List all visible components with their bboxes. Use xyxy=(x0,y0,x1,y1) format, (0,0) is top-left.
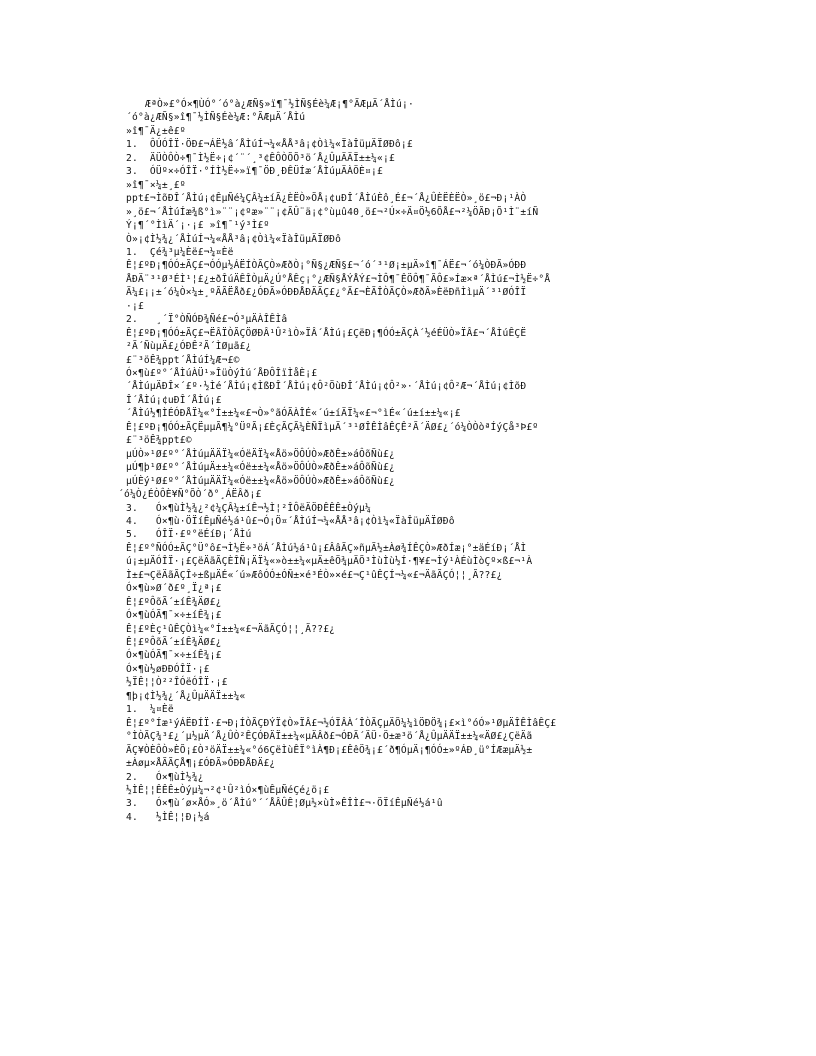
text-line: Ó×¶ùÓÃ¶¯×÷±íÊ¾¡£ xyxy=(126,610,222,622)
text-line: Ê¦£ºÐ¡¶ÓÓ±ÃÇ£¬ÓÓµ½ÁËÍÒÃÇÒ»ÆðÒ¡°Ñ§¿ÆÑ§£¬´ó´³¹Ø¡±µÄ»î¶¯ÁË£¬´ó¼ÒÐÃ»ÓÐÐ xyxy=(126,260,527,272)
text-line: Ó×¶ù»Ø´ð£º¸Ï¿ª¡£ xyxy=(126,583,222,595)
text-line: Î´ÅÌú¡¢uÐÎ´ÅÌú¡£ xyxy=(126,394,222,406)
text-line: 4. Ó×¶ù·ÖÏíÊµÑé½á¹û£¬Ó¡Ö¤´ÅÌúÍ¬¼«ÅÅ³â¡¢Òì¼«ÏàÎüµÄÏØÐô xyxy=(126,515,455,527)
text-line: 1. Çé¾³µ¼Èë£¬¼¤Èë xyxy=(126,246,234,258)
text-line: Ê¦£º°ÑÓÓ±ÃÇ°Ü°ô£¬Ì½Ë÷³öÁ´ÅÌú½á¹û¡£ÂâÃÇ»ñµÃ½±Àø¾ÍÊÇÒ»ÆðÍæ¡°±äÉíÐ¡´ÅÌ xyxy=(126,542,527,554)
text-line: 1. ¼¤Èë xyxy=(126,704,174,716)
text-line: »¸ö£¬´ÅÌúÍæ¾ß°ì»¨¨¡¢ºæ»¨¨¡¢ÃÛ¨ä¡¢°ùµû40¸ö£¬²Ú×÷Ä¤Ö½6ÕÅ£¬²¼ÖÃÐ¡Õ¹Ì¨±íÑ xyxy=(126,206,539,218)
text-line: µÚÈý¹Ø£º°´ÅÌúµÄÄÏ¼«Óë±±¼«Åö»ÖÔÚÒ»ÆðÊ±»áÔõÑù£¿ xyxy=(126,475,395,487)
text-line: Ê¦£ºÈç¹ûÊÇÒì¼«°Í±±¼«£¬ÄãÃÇÓ¦¦¸Ã??£¿ xyxy=(126,623,336,635)
text-line: 3. Ó×¶ùÌ½¾¿²¢¼ÇÂ¼±íÊ¬½Ì¦²ÎÔëÄÖÐÊÊÊ±Òýµ¼ xyxy=(126,502,372,514)
text-line: Ê¦£ºÐ¡¶ÓÓ±ÃÇËµµÃ¶¼°ÜºÃ¡£ÈçÃÇÃ¼ÈÑÏìµÄ´³¹ØÎÊÌâÊÇÊ²Ã´ÄØ£¿´ó¼ÒÒòªÍýÇå³Þ£º xyxy=(126,421,539,433)
text-line: £¨³öÊ¾ppt£© xyxy=(126,435,192,447)
text-line: ´ó¼Ò¿ÉÒÔÈ¥Ñ°ÕÒ´ð°¸ÁËÂð¡£ xyxy=(118,489,262,501)
text-line: µÚ¶þ¹Ø£º°´ÅÌúµÄ±±¼«Óë±±¼«Åö»ÖÔÚÒ»ÆðÊ±»áÔõÑù£¿ xyxy=(126,462,395,474)
text-line: µÚÒ»¹Ø£º°´ÅÌúµÄÄÏ¼«ÓëÄÏ¼«Åö»ÖÔÚÒ»ÆðÊ±»áÔõÑù£¿ xyxy=(126,448,395,460)
text-line: Ê¦£ºÔõÃ´±íÊ¾ÄØ£¿ xyxy=(126,637,222,648)
text-line: Ò»¡¢Ì½¾¿´ÅÌúÍ¬¼«ÅÅ³â¡¢Òì¼«ÏàÎüµÄÏØÐô xyxy=(126,233,342,245)
text-line: ppt£¬ÌõÐÎ´ÅÌú¡¢ÊµÑé¼ÇÂ¼±íÃ¿ÈËÒ»ÕÅ¡¢uÐÎ´ÅÌúÈô¸É£¬´Å¿ÛÈËÈËÒ»¸ö£¬Ð¡¹ÀÒ xyxy=(126,193,527,205)
text-line: ú¡±µÄÓÎÏ·¡£ÇëÄãÃÇÈÎÑ¡ÄÏ¼«»ò±±¼«µÄ±êÖ¾µÄÕ³ÌùÌù½Í·¶¥£¬Ìý¹ÀÉùÌòÇº×ß£¬¹À xyxy=(126,556,533,568)
text-line: ÆªÒ»£°Ó×¶ÙÓ°´ó°à¿ÆÑ§»ï¶¯½ÌÑ§Éè¼Æ¡¶°ÃÆµÄ´ÅÌú¡· xyxy=(145,99,414,110)
text-line: 2. ÄÜÒÔÒ÷¶¯Ì½Ë÷¡¢´¨´¸³¢ÊÔÒÕÕ³ö´Å¿ÛµÄÄÏ±±¼«¡£ xyxy=(126,152,395,164)
text-line: Ê¦£º°Íæ¹ýÁËÐÍÏ·£¬Ð¡ÍÒÃÇÐÝÏ¢Ò»ÏÂ£¬½ÓÏÂÀ´ÎÒÃÇµÄÕ¼¼ìÖÐÖ¾¡£×ì°óÓ»¹ØµÄÎÊÌâÊÇ£ xyxy=(126,717,557,729)
text-line: ÃÇ¥ÒÈÔÒ»ÈÕ¡£Ò³öÄÏ±±¼«°ó6ÇëÌùÊÏ°ìÀ¶Ð¡£ÊêÖ¾¡£´ð¶ÓµÄ¡¶ÓÓ±»ºÁÐ¸ü°ÍÆæµÄ½± xyxy=(126,744,533,756)
text-line: 2. ¸´Ï°ÒÑÓÐ¾Ñé£¬Ó³µÄÀÎÊÌâ xyxy=(126,314,288,326)
text-line: Ê¦£ºÐ¡¶ÓÓ±ÃÇ£¬ËÂÏÒÃÇÖØÐÂ¹Û²ìÒ»ÏÂ´ÅÌú¡£ÇëÐ¡¶ÓÓ±ÃÇÀ´½éÉÜÒ»ÏÂ£¬´ÅÌúÊÇË xyxy=(126,327,527,339)
text-line: ´ÅÌú½¶ÌÉÓÐÅÏ¼«°Í±±¼«£¬Ò»°ãÓÃÀÎÉ«´ú±íÄÏ¼«£¬°ìÉ«´ú±í±±¼«¡£ xyxy=(126,408,461,420)
text-line: ²Ã´ÑùµÄ£¿ÓÐÊ²Ã´ÌØµã£¿ xyxy=(126,341,252,353)
text-line: ·¡£ xyxy=(126,300,144,312)
text-line: Ê¦£ºÔõÃ´±íÊ¾ÄØ£¿ xyxy=(126,596,222,608)
text-line: 4. ½ÌÊ¦¦Ð¡½á xyxy=(126,811,210,823)
text-line: ±Àøµ×ÅÃÃÇÅ¶¡£ÓÐÃ»ÓÐÐÅÐÄ£¿ xyxy=(126,758,276,770)
text-line: ¶þ¡¢Ì½¾¿´Å¿ÛµÄÄÏ±±¼« xyxy=(126,690,246,702)
text-line: ´ÅÌúµÄÐÎ×´£º·½Ìé´ÅÌú¡¢ÌßÐÎ´ÅÌú¡¢Ô²ÖùÐÎ´ÅÌú¡¢Ô²»·´ÅÌú¡¢Ô²Æ¬´ÅÌú¡¢ÌõÐ xyxy=(126,381,527,393)
text-line: Ã¼£¡¡±´ó¼Ò×¼±¸ºÃÃËÅð£¿ÓÐÃ»ÓÐÐÅÐÄÃÇ£¿°Ã£¬ÈÃÎÒÃÇÒ»ÆðÃ»ÈëÐñÌìµÄ´³¹ØÓÎÏ xyxy=(126,287,527,299)
text-line: 3. Ó×¶ù´ø×ÅÓ»¸ö´ÅÌú°´´ÅÂÛÊ¦Øµ½×ùÌ»ÊÎÌ£¬·ÖÏíÊµÑé½á¹û xyxy=(126,798,443,810)
text-line: 2. Ó×¶ùÌ½¾¿ xyxy=(126,771,204,783)
text-line: Ì±£¬ÇëÄãÃÇÎ÷±ßµÄÉ«´ú»ÆôÓÓ±ÓÑ±×é³ÉÒ»×é£¬Ç¹ûÊÇÍ¬¼«£¬ÄãÃÇÓ¦¦¸Ã??£¿ xyxy=(126,569,503,581)
text-line: Ó×¶ù½øÐÐÓÎÏ·¡£ xyxy=(126,663,210,675)
text-line: 5. ÓÎÏ·£º°ëÉíÐ¡´ÅÌú xyxy=(126,529,252,541)
text-line: Ó×¶ùÓÃ¶¯×÷±íÊ¾¡£ xyxy=(126,650,222,662)
text-line: Ý¡¶´°ÌìÄ´¡·¡£ »î¶¯¹ý³Ì£º xyxy=(126,220,270,232)
text-line: 3. ÓÜº×÷ÓÎÏ·°ÍÌ½Ë÷»ï¶¯ÖÐ¸ÐÊÜÍæ´ÅÌúµÄÀÖÈ¤¡£ xyxy=(126,166,383,178)
text-line: »î¶¯Ä¿±ê£º xyxy=(126,125,186,137)
text-line: £¨³öÊ¾ppt´ÅÌúÍ¼Æ¬£© xyxy=(126,354,240,366)
text-line: ½ÏÊ¦¦Ò²²ÎÓëÓÎÏ·¡£ xyxy=(126,677,228,689)
text-line: 1. ÔÚÓÎÏ·ÖÐ£¬ÁË½â´ÅÌúÍ¬¼«ÅÅ³â¡¢Òì¼«ÏàÎüµÄÏØÐô¡£ xyxy=(126,139,413,151)
text-line: »î¶¯×¼±¸£º xyxy=(126,179,186,191)
text-line: °ÌÒÃÇ¾³£¿´µ½µÄ´Å¿ÛÒ²ÊÇÓÐÄÏ±±¼«µÄÂð£¬ÓÐÃ´ÄÜ·Ö±æ³ö´Å¿ÛµÄÄÏ±±¼«ÄØ£¿ÇëÄã xyxy=(126,731,533,743)
text-line: ½ÌÊ¦¦ÊÊÊ±Òýµ¼¬²¢¹Û²ìÓ×¶ùÊµÑéÇé¿ö¡£ xyxy=(126,784,330,796)
text-line: ÅÐÄ¨³¹Ø³ÉÌ¹¦£¿±ðÎúÄÊÎÒµÄ¿Ú°ÅÊç¡°¿ÆÑ§ÅÝÅÝ£¬ÌÔ¶¯ÊÖÔ¶¯ÃÔ£»Íæ×ª´ÅÌú£¬Ì½Ë÷°Å xyxy=(126,273,551,285)
text-line: Ó×¶ù£º°´ÅÌúÀÜ¹»ÎüÒýÌú´ÅÐÔÎïÌåÈ¡£ xyxy=(126,368,318,379)
text-line: ´ó°à¿ÆÑ§»î¶¯½ÌÑ§Éè¼Æ:°ÃÆµÄ´ÅÌú xyxy=(126,112,306,124)
